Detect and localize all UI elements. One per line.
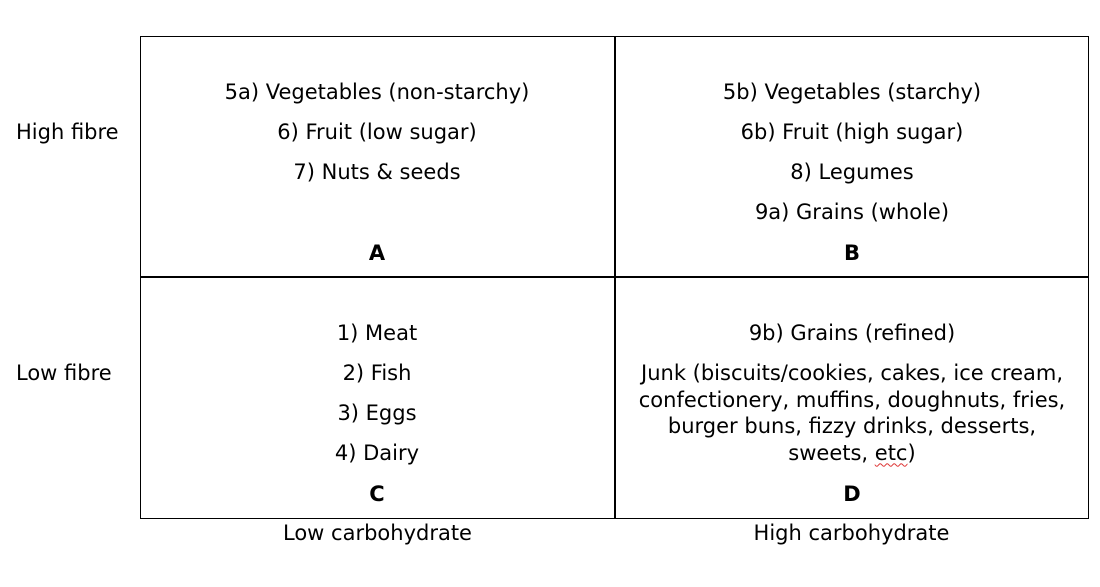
quadrant-a-item: 7) Nuts & seeds [293, 160, 461, 184]
quadrant-b-item: 9a) Grains (whole) [754, 200, 950, 224]
quadrant-b-item: 6b) Fruit (high sugar) [740, 120, 964, 144]
quadrant-c [141, 278, 613, 518]
quadrant-d-junk-item [616, 360, 1088, 466]
quadrant-d [616, 278, 1088, 518]
quadrant-c-item: 3) Eggs [337, 401, 417, 425]
row-label-high-fibre: High fibre [16, 120, 119, 144]
junk-end: ) [907, 440, 916, 465]
row-label-low-fibre: Low fibre [16, 361, 112, 385]
quadrant-b [616, 37, 1088, 276]
quadrant-b-item: 8) Legumes [790, 160, 914, 184]
quadrant-c-item: 2) Fish [342, 361, 412, 385]
column-label-low-carbohydrate: Low carbohydrate [283, 521, 472, 545]
quadrant-b-letter: B [843, 241, 860, 265]
quadrant-a [141, 37, 613, 276]
quadrant-d-letter: D [843, 482, 861, 506]
quadrant-b-item: 5b) Vegetables (starchy) [722, 80, 982, 104]
column-label-high-carbohydrate: High carbohydrate [753, 521, 950, 545]
quadrant-c-item: 1) Meat [336, 321, 418, 345]
quadrant-d-item: 9b) Grains (refined) [748, 321, 956, 345]
quadrant-a-letter: A [368, 241, 386, 265]
quadrant-c-item: 4) Dairy [334, 441, 420, 465]
quadrant-grid [140, 36, 1089, 519]
quadrant-a-item: 6) Fruit (low sugar) [277, 120, 477, 144]
junk-etc: etc [874, 440, 908, 465]
quadrant-c-letter: C [369, 482, 385, 506]
quadrant-a-item: 5a) Vegetables (non-starchy) [224, 80, 530, 104]
junk-text: Junk (biscuits/cookies, cakes, ice cream, confectionery, muffins, doughnuts, fries, burger buns, fizzy drinks, desserts, sweets, [638, 361, 1066, 465]
